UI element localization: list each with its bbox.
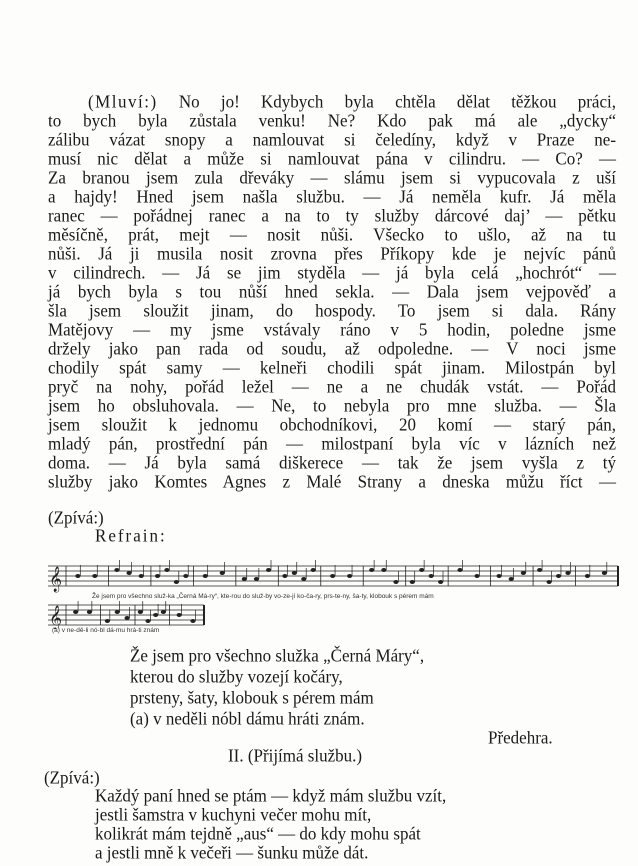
note-head [393, 580, 398, 584]
prose-text: No jo! Kdybych byla chtěla dělat těžkou práci, [178, 91, 616, 112]
note-head [556, 574, 561, 578]
note-head [369, 568, 374, 572]
note-head [125, 616, 130, 620]
music-staff-2 [46, 599, 206, 629]
prose-line: chodily spát samy — kelneři chodili spát jinam. Milostpán byl [48, 357, 616, 378]
note-head [92, 574, 97, 578]
section-heading: II. (Přijímá službu.) [228, 745, 363, 766]
prose-line: ranec — pořádnej ranec a na to ty služby dárcové daj’ — pětku [48, 205, 616, 226]
verse-line: jestli šamstra v kuchyni večer mohu mít, [95, 804, 372, 825]
speech-direction: (Mluví:) [88, 91, 158, 112]
note-head [509, 577, 514, 581]
note-head [220, 571, 225, 575]
prose-line [88, 91, 616, 112]
note-head [164, 568, 169, 572]
treble-clef-icon: 𝄞 [49, 605, 63, 629]
note-head [602, 571, 607, 575]
prose-line: pryč na nohy, pořád ležel — ne a ne chudák vstát. — Pořád [48, 376, 616, 397]
note-head [266, 568, 271, 572]
prose-line: Matějovy — my jsme vstávaly ráno v 5 hodin, poledne jsme [48, 319, 616, 340]
note-head [429, 574, 434, 578]
note-head [537, 568, 542, 572]
prose-line: nůši. Já ji musila nosit zrovna přes Příkopy kde je nejvíc pánů [48, 243, 616, 264]
prose-line: zálibu vázat snopy a namlouvat si čeledíny, když v Praze ne- [48, 129, 616, 150]
note-head [474, 574, 479, 578]
note-head [139, 574, 144, 578]
note-head [161, 610, 166, 614]
note-head [282, 574, 287, 578]
refrain-line: kterou do služby vozejí kočáry, [130, 666, 343, 687]
note-head [177, 613, 182, 617]
prose-line: šla jsem sloužit jinam, do hospody. To jsem si dala. Rány [48, 300, 616, 321]
note-head [457, 568, 462, 572]
note-head [145, 619, 150, 623]
prose-line: měsíčně, prát, mejt — nosit nůši. Všecko to ušlo, až na tu [48, 224, 616, 245]
refrain-label: Refrain: [95, 525, 167, 546]
refrain-line: prsteny, šaty, klobouk s pérem mám [130, 687, 374, 708]
prose-line: já bych byla s tou nůší hned sekla. — Dala jsem vejpověď a [48, 281, 616, 302]
note-head [547, 580, 552, 584]
note-head [521, 571, 526, 575]
note-head [242, 577, 247, 581]
note-head [73, 610, 78, 614]
predehra-note: Předehra. [488, 727, 553, 748]
note-head [410, 580, 415, 584]
prose-line: Za branou jsem zula dřeváky — slámu jsem si vypucovala z uší [48, 167, 616, 188]
prose-line: mladý pán, prostřední pán — milostpaní byla víc v lázních než [48, 433, 616, 454]
verse-line: Každý paní hned se ptám — když mám službu vzít, [95, 785, 447, 806]
note-head [438, 580, 443, 584]
sing-direction-2: (Zpívá:) [44, 767, 100, 788]
note-head [114, 568, 119, 572]
note-head [138, 610, 143, 614]
note-head [174, 580, 179, 584]
prose-line: to bych byla zůstala venku! Ne? Kdo pak má ale „dycky“ [48, 110, 616, 131]
prose-line: doma. — Já byla samá diškerece — tak že jsem vyšla z tý [48, 452, 616, 473]
note-head [190, 619, 195, 623]
note-head [585, 574, 590, 578]
note-head [301, 577, 306, 581]
note-head [126, 571, 131, 575]
sing-direction: (Zpívá:) [48, 507, 104, 528]
note-head [292, 571, 297, 575]
prose-line: a hajdy! Hned jsem našla službu. — Já neměla kufr. Já měla [48, 186, 616, 207]
prose-line: držely jako pan rada od soudu, až odpoledne. — V noci jsme [48, 338, 616, 359]
prose-line: v cilindrech. — Já se jim styděla — já byla celá „hochrót“ — [48, 262, 616, 283]
note-head [330, 574, 335, 578]
score-lyrics-2: (a) v ne-dě-li nó-bl dá-mu hrá-ti znám [52, 627, 160, 634]
note-head [497, 574, 502, 578]
note-head [75, 574, 80, 578]
verse-line: a jestli mně k večeři — šunku může dát. [95, 842, 369, 863]
note-head [381, 568, 386, 572]
treble-clef-icon: 𝄞 [49, 566, 63, 591]
note-head [153, 613, 158, 617]
note-head [565, 571, 570, 575]
note-head [155, 574, 160, 578]
score-lyrics-1: Že jsem pro všechno služ-ka „Černá Má-ry“, kte-rou do služ-by vo-ze-jí ko-ča-ry, prs-te-ny, ša-ty, klobouk s pérem mám [92, 593, 434, 600]
note-head [311, 568, 316, 572]
note-head [115, 610, 120, 614]
note-head [183, 574, 188, 578]
note-head [419, 568, 424, 572]
note-head [105, 619, 110, 623]
refrain-line: Že jsem pro všechno služka „Černá Máry“, [130, 645, 425, 666]
prose-line: služby jako Komtes Agnes z Malé Strany a dneska můžu říct — [48, 471, 616, 492]
prose-line: jsem sloužit k jednomu obchodníkovi, 20 komí — starý pán, [48, 414, 616, 435]
note-head [203, 574, 208, 578]
refrain-line: (a) v neděli nóbl dámu hráti znám. [130, 708, 365, 729]
prose-line: musí nic dělat a může si namlouvat pána v cilindru. — Co? — [48, 148, 616, 169]
verse-line: kolikrát mám tejdně „aus“ — do kdy mohu spát [95, 823, 421, 844]
prose-line: jsem ho obsluhovala. — Ne, to nebyla pro mne služba. — Šla [48, 395, 616, 416]
music-staff-1 [46, 560, 620, 594]
note-head [347, 574, 352, 578]
note-head [87, 610, 92, 614]
note-head [254, 577, 259, 581]
